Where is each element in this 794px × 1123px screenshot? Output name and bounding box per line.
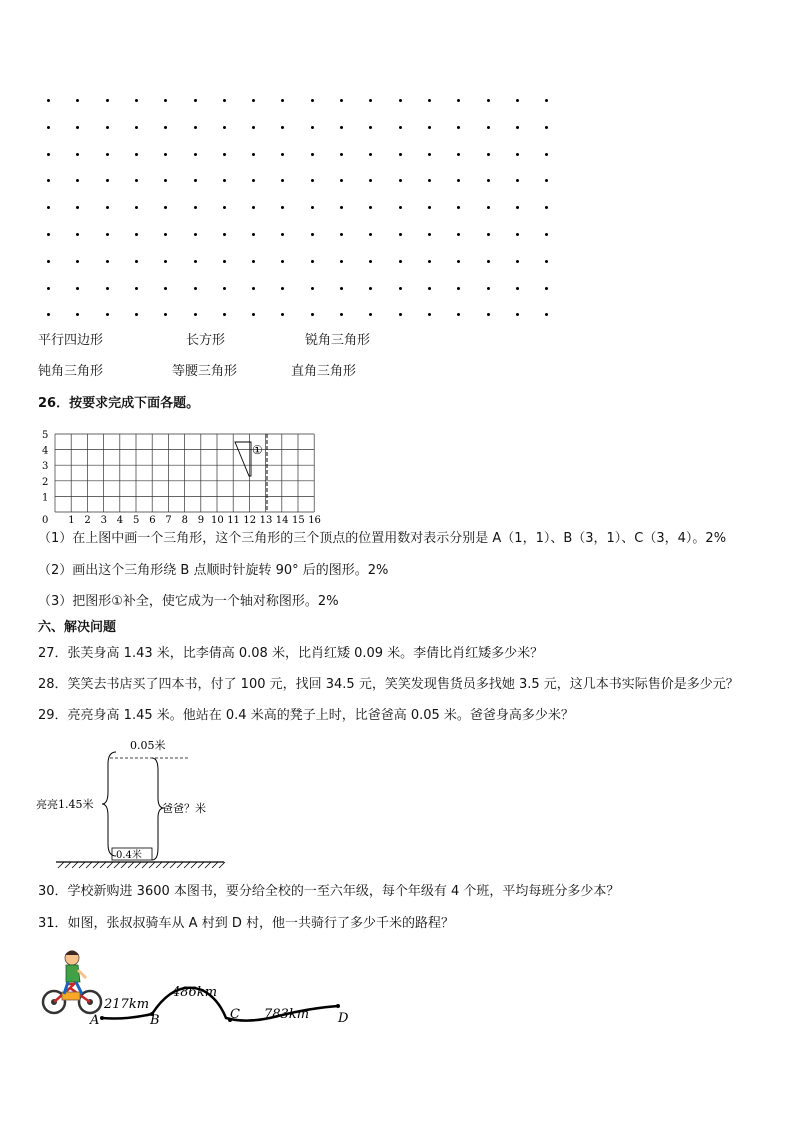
- grid-dot: [106, 126, 109, 129]
- grid-dot: [311, 153, 314, 156]
- grid-dot: [545, 260, 548, 263]
- q27: 27．张芙身高 1.43 米，比李倩高 0.08 米，比肖红矮 0.09 米。李倩比肖红矮多少米？: [38, 646, 544, 661]
- grid-dot: [311, 260, 314, 263]
- grid-dot: [223, 179, 226, 182]
- grid-dot: [457, 179, 460, 182]
- grid-dot: [194, 260, 197, 263]
- x-tick-label: 1: [68, 515, 75, 524]
- left-brace: [102, 752, 116, 856]
- shape-name-obtuse-triangle: 钝角三角形: [38, 364, 104, 379]
- grid-dot: [135, 287, 138, 290]
- grid-dot: [516, 206, 519, 209]
- grid-dot: [516, 179, 519, 182]
- grid-dot: [516, 233, 519, 236]
- grid-dot: [428, 99, 431, 102]
- grid-dot: [47, 313, 50, 316]
- grid-dot: [135, 179, 138, 182]
- grid-dot: [457, 153, 460, 156]
- grid-dot: [311, 126, 314, 129]
- grid-dot: [76, 206, 79, 209]
- grid-lines: [55, 434, 314, 512]
- grid-dot: [135, 233, 138, 236]
- y-tick-label: 5: [42, 430, 49, 441]
- point-a-label: A: [90, 1013, 100, 1028]
- grid-dot: [194, 126, 197, 129]
- grid-dot: [252, 153, 255, 156]
- point-d-label: D: [338, 1011, 349, 1026]
- grid-dot: [281, 153, 284, 156]
- shape-name-isosceles-triangle: 等腰三角形: [172, 364, 238, 379]
- grid-dot: [47, 287, 50, 290]
- ground-hatching: [58, 862, 225, 868]
- grid-dot: [457, 233, 460, 236]
- grid-dot: [76, 179, 79, 182]
- grid-dot: [487, 206, 490, 209]
- grid-dot: [281, 260, 284, 263]
- x-tick-label: 13: [259, 515, 273, 524]
- grid-dot: [106, 313, 109, 316]
- grid-dot: [399, 126, 402, 129]
- grid-dot: [516, 260, 519, 263]
- grid-dot: [194, 287, 197, 290]
- grid-dot: [135, 206, 138, 209]
- shape-name-right-triangle: 直角三角形: [291, 364, 357, 379]
- grid-dot: [340, 260, 343, 263]
- x-tick-label: 16: [308, 515, 321, 524]
- grid-dot: [281, 287, 284, 290]
- grid-dot: [106, 179, 109, 182]
- grid-dot: [281, 99, 284, 102]
- grid-dot: [428, 153, 431, 156]
- shape-name-acute-triangle: 锐角三角形: [305, 333, 371, 348]
- grid-dot: [457, 287, 460, 290]
- grid-dot: [399, 179, 402, 182]
- grid-dot: [369, 126, 372, 129]
- x-tick-label: 12: [243, 515, 257, 524]
- dot-grid: [0, 0, 794, 330]
- q31: 31．如图，张叔叔骑车从 A 村到 D 村，他一共骑行了多少千米的路程？: [38, 916, 454, 931]
- grid-dot: [545, 313, 548, 316]
- q26-title: 26．按要求完成下面各题。: [38, 396, 200, 411]
- figure-1-shape: [235, 442, 251, 476]
- grid-dot: [164, 260, 167, 263]
- grid-dot: [545, 99, 548, 102]
- figure-1-label: ①: [252, 443, 263, 457]
- grid-dot: [516, 99, 519, 102]
- q26-sub1: （1）在上图中画一个三角形，这个三角形的三个顶点的位置用数对表示分别是 A（1，1）、B（3，1）、C（3，4）。2%: [38, 531, 727, 546]
- grid-dot: [399, 99, 402, 102]
- grid-dot: [311, 287, 314, 290]
- grid-dot: [545, 206, 548, 209]
- y-tick-label: 1: [42, 492, 49, 504]
- grid-dot: [340, 206, 343, 209]
- grid-dot: [340, 287, 343, 290]
- grid-dot: [281, 126, 284, 129]
- x-tick-label: 11: [227, 515, 240, 524]
- grid-dot: [135, 99, 138, 102]
- grid-dot: [487, 260, 490, 263]
- grid-dot: [369, 233, 372, 236]
- grid-dot: [194, 206, 197, 209]
- y-tick-labels: [42, 430, 48, 503]
- grid-dot: [457, 206, 460, 209]
- grid-dot: [487, 233, 490, 236]
- grid-dot: [487, 179, 490, 182]
- grid-dot: [223, 233, 226, 236]
- y-tick-label: 2: [42, 476, 49, 488]
- section-6-heading: 六、解决问题: [38, 620, 117, 635]
- y-tick-label: 3: [42, 461, 49, 473]
- x-tick-label: 6: [149, 515, 156, 524]
- grid-dot: [223, 206, 226, 209]
- q26-sub2: （2）画出这个三角形绕 B 点顺时针旋转 90° 后的图形。2%: [38, 563, 389, 578]
- grid-dot: [311, 313, 314, 316]
- grid-dot: [311, 233, 314, 236]
- grid-dot: [399, 287, 402, 290]
- grid-dot: [340, 179, 343, 182]
- grid-dot: [399, 313, 402, 316]
- point-c-label: C: [230, 1007, 240, 1022]
- grid-dot: [428, 313, 431, 316]
- grid-dot: [76, 313, 79, 316]
- grid-dot: [76, 260, 79, 263]
- grid-dot: [340, 126, 343, 129]
- distance-bc: 486km: [172, 985, 218, 1000]
- q28: 28．笑笑去书店买了四本书，付了 100 元，找回 34.5 元，笑笑发现售货员多找她 3.5 元，这几本书实际售价是多少元？: [38, 677, 739, 692]
- grid-dot: [457, 260, 460, 263]
- grid-dot: [106, 206, 109, 209]
- x-tick-labels: [42, 515, 321, 524]
- grid-dot: [164, 179, 167, 182]
- grid-dot: [47, 260, 50, 263]
- q29-label-top: 0.05米: [130, 739, 166, 752]
- grid-dot: [487, 126, 490, 129]
- grid-dot: [252, 179, 255, 182]
- grid-dot: [106, 99, 109, 102]
- grid-dot: [106, 233, 109, 236]
- grid-dot: [252, 206, 255, 209]
- grid-dot: [106, 287, 109, 290]
- grid-dot: [194, 313, 197, 316]
- x-tick-label: 15: [292, 515, 305, 524]
- grid-dot: [311, 179, 314, 182]
- grid-dot: [457, 313, 460, 316]
- grid-dot: [516, 126, 519, 129]
- grid-dot: [164, 313, 167, 316]
- grid-dot: [281, 179, 284, 182]
- grid-dot: [106, 153, 109, 156]
- grid-dot: [399, 206, 402, 209]
- grid-dot: [340, 313, 343, 316]
- grid-dot: [369, 99, 372, 102]
- grid-dot: [545, 287, 548, 290]
- grid-dot: [281, 206, 284, 209]
- grid-dot: [369, 153, 372, 156]
- q26-sub3: （3）把图形①补全，使它成为一个轴对称图形。2%: [38, 594, 339, 609]
- point-b-label: B: [150, 1013, 160, 1028]
- grid-dot: [76, 126, 79, 129]
- grid-dot: [135, 260, 138, 263]
- grid-dot: [106, 260, 109, 263]
- grid-dot: [223, 313, 226, 316]
- grid-dot: [252, 126, 255, 129]
- q30: 30．学校新购进 3600 本图书，要分给全校的一至六年级，每个年级有 4 个班，平均每班分多少本？: [38, 884, 620, 899]
- grid-dot: [428, 260, 431, 263]
- grid-dot: [340, 233, 343, 236]
- grid-dot: [428, 233, 431, 236]
- grid-dot: [164, 287, 167, 290]
- q29-label-stool: 0.4米: [116, 850, 142, 861]
- x-tick-label: 5: [133, 515, 140, 524]
- grid-dot: [47, 99, 50, 102]
- grid-dot: [487, 313, 490, 316]
- grid-dot: [47, 153, 50, 156]
- grid-dot: [47, 179, 50, 182]
- grid-dot: [428, 206, 431, 209]
- grid-dot: [47, 126, 50, 129]
- grid-dot: [487, 287, 490, 290]
- grid-dot: [545, 233, 548, 236]
- grid-dot: [399, 153, 402, 156]
- x-tick-label: 10: [211, 515, 224, 524]
- grid-dot: [340, 153, 343, 156]
- grid-dot: [516, 287, 519, 290]
- grid-dot: [164, 99, 167, 102]
- grid-dot: [369, 260, 372, 263]
- grid-dot: [47, 206, 50, 209]
- grid-dot: [516, 153, 519, 156]
- grid-dot: [164, 233, 167, 236]
- grid-dot: [164, 126, 167, 129]
- grid-dot: [47, 233, 50, 236]
- q31-figure: [38, 944, 358, 1034]
- q29: 29．亮亮身高 1.45 米。他站在 0.4 米高的凳子上时，比爸爸高 0.05 米。爸爸身高多少米？: [38, 708, 574, 723]
- grid-dot: [194, 233, 197, 236]
- grid-dot: [252, 287, 255, 290]
- grid-dot: [457, 126, 460, 129]
- x-tick-label: 4: [116, 515, 124, 524]
- grid-dot: [223, 260, 226, 263]
- grid-dot: [194, 99, 197, 102]
- grid-dot: [76, 233, 79, 236]
- grid-dot: [252, 260, 255, 263]
- grid-dot: [487, 153, 490, 156]
- origin-label: 0: [42, 515, 49, 524]
- x-tick-label: 7: [165, 515, 172, 524]
- distance-ab: 217km: [104, 997, 150, 1012]
- x-tick-label: 2: [84, 515, 91, 524]
- distance-cd: 783km: [264, 1007, 310, 1022]
- q29-label-right: 爸爸？米: [162, 802, 206, 815]
- grid-dot: [516, 313, 519, 316]
- grid-dot: [428, 126, 431, 129]
- grid-dot: [194, 153, 197, 156]
- grid-dot: [399, 233, 402, 236]
- grid-dot: [223, 99, 226, 102]
- grid-dot: [369, 313, 372, 316]
- grid-dot: [545, 126, 548, 129]
- q26-grid-figure: [30, 418, 330, 524]
- shape-name-parallelogram: 平行四边形: [38, 333, 104, 348]
- x-tick-label: 14: [275, 515, 289, 524]
- grid-dot: [399, 260, 402, 263]
- grid-dot: [281, 313, 284, 316]
- grid-dot: [545, 153, 548, 156]
- grid-dot: [76, 153, 79, 156]
- x-tick-label: 9: [197, 515, 205, 524]
- grid-dot: [457, 99, 460, 102]
- grid-dot: [311, 99, 314, 102]
- grid-dot: [194, 179, 197, 182]
- grid-dot: [311, 206, 314, 209]
- grid-dot: [252, 99, 255, 102]
- x-tick-label: 8: [181, 515, 188, 524]
- grid-dot: [369, 179, 372, 182]
- grid-dot: [428, 287, 431, 290]
- grid-dot: [545, 179, 548, 182]
- grid-dot: [252, 313, 255, 316]
- grid-dot: [76, 287, 79, 290]
- grid-dot: [223, 287, 226, 290]
- grid-dot: [223, 126, 226, 129]
- grid-dot: [369, 287, 372, 290]
- grid-dot: [164, 206, 167, 209]
- grid-dot: [135, 126, 138, 129]
- x-tick-label: 3: [100, 515, 107, 524]
- grid-dot: [487, 99, 490, 102]
- grid-dot: [340, 99, 343, 102]
- grid-dot: [76, 99, 79, 102]
- q29-label-left: 亮亮1.45米: [36, 798, 94, 811]
- y-tick-label: 4: [42, 445, 49, 457]
- grid-dot: [135, 313, 138, 316]
- grid-dot: [428, 179, 431, 182]
- grid-dot: [252, 233, 255, 236]
- grid-dot: [281, 233, 284, 236]
- grid-dot: [135, 153, 138, 156]
- grid-dot: [164, 153, 167, 156]
- cyclist-icon: [43, 951, 101, 1014]
- shape-name-rectangle: 长方形: [186, 333, 226, 348]
- grid-dot: [369, 206, 372, 209]
- grid-dot: [223, 153, 226, 156]
- q29-figure: [34, 734, 234, 874]
